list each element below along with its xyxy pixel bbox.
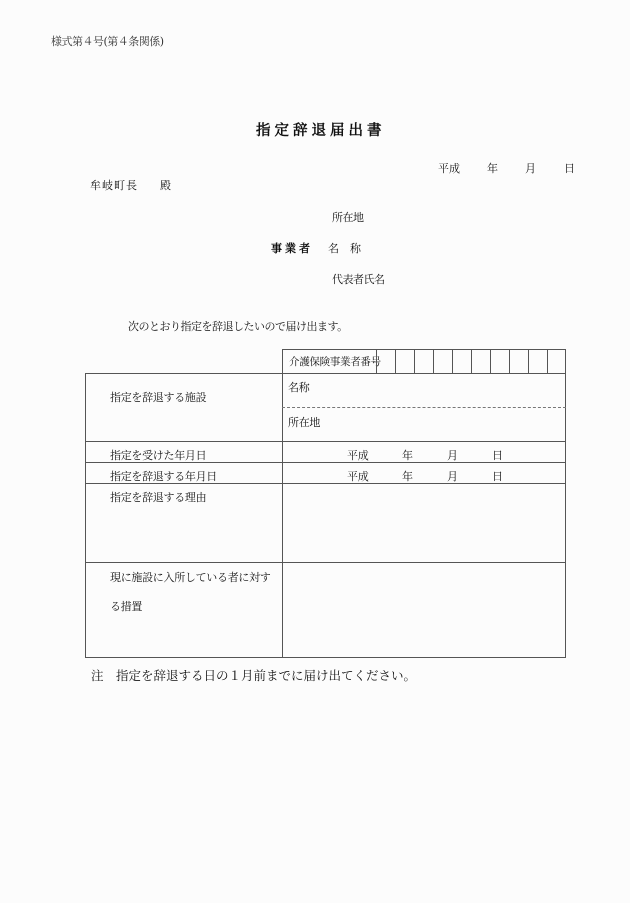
withdrawal-date-era: 平成	[347, 470, 369, 483]
reason-label: 指定を辞退する理由	[110, 491, 207, 504]
facility-dashed-divider	[282, 407, 566, 408]
provider-number-box[interactable]	[528, 349, 548, 373]
applicant-group-label: 事業者	[271, 242, 313, 255]
facility-address-label: 所在地	[288, 416, 321, 429]
provider-number-box[interactable]	[471, 349, 491, 373]
date-month-label: 月	[525, 162, 536, 175]
date-year-label: 年	[487, 162, 498, 175]
table-divider	[282, 349, 283, 658]
table-border	[85, 373, 86, 658]
applicant-address-label: 所在地	[332, 211, 364, 224]
addressee-honorific: 殿	[160, 179, 171, 192]
withdrawal-date-day: 日	[492, 470, 503, 483]
provider-number-label: 介護保険事業者番号	[289, 356, 381, 368]
facility-label: 指定を辞退する施設	[110, 391, 207, 404]
provider-number-box[interactable]	[376, 349, 396, 373]
table-border	[85, 373, 566, 374]
date-day-label: 日	[564, 162, 575, 175]
table-border	[565, 349, 566, 658]
withdrawal-date-month: 月	[447, 470, 458, 483]
designated-date-label: 指定を受けた年月日	[110, 449, 207, 462]
provider-number-box[interactable]	[490, 349, 510, 373]
row-divider	[85, 441, 566, 442]
facility-address-input[interactable]	[330, 409, 560, 439]
date-era: 平成	[438, 162, 460, 175]
row-divider	[85, 562, 566, 563]
provider-number-box[interactable]	[433, 349, 453, 373]
intro-text: 次のとおり指定を辞退したいので届け出ます。	[128, 320, 348, 333]
facility-name-label: 名称	[288, 381, 310, 394]
facility-name-input[interactable]	[330, 375, 560, 405]
measures-label-line2: る措置	[110, 600, 143, 613]
designated-date-era: 平成	[347, 449, 369, 462]
table-border	[85, 657, 566, 658]
addressee-name: 牟岐町長	[90, 179, 138, 192]
form-reference: 様式第４号(第４条関係)	[51, 35, 164, 48]
footnote: 注 指定を辞退する日の１月前までに届け出てください。	[91, 668, 417, 683]
applicant-representative-label: 代表者氏名	[332, 273, 385, 286]
page-title: 指定辞退届出書	[256, 123, 386, 139]
designated-date-year: 年	[402, 449, 413, 462]
provider-number-box[interactable]	[547, 349, 566, 373]
designated-date-day: 日	[492, 449, 503, 462]
designated-date-month: 月	[447, 449, 458, 462]
reason-input[interactable]	[284, 485, 563, 560]
provider-number-box[interactable]	[452, 349, 472, 373]
provider-number-box[interactable]	[509, 349, 529, 373]
applicant-name-label: 名 称	[328, 242, 361, 255]
withdrawal-date-label: 指定を辞退する年月日	[110, 470, 217, 483]
provider-number-box[interactable]	[414, 349, 434, 373]
withdrawal-date-year: 年	[402, 470, 413, 483]
measures-input[interactable]	[284, 564, 563, 655]
provider-number-box[interactable]	[395, 349, 415, 373]
measures-label-line1: 現に施設に入所している者に対す	[110, 571, 271, 584]
